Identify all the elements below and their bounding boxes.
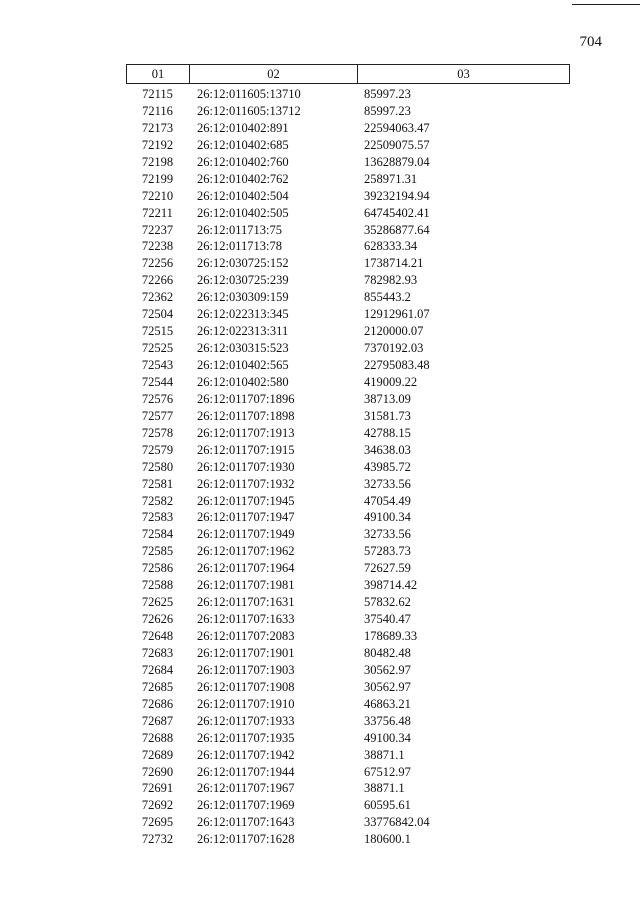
cell-number: 72689: [141, 747, 174, 762]
cell-number: 72586: [141, 561, 174, 576]
table-row: [126, 814, 570, 831]
cell-cadastral-id: 26:12:010402:504: [197, 188, 289, 203]
cell-cadastral-id: 26:12:011707:1930: [197, 459, 295, 474]
cell-cadastral-id: 26:12:010402:565: [197, 358, 289, 372]
table-row: [126, 560, 570, 577]
table-row: [126, 780, 570, 797]
cell-cadastral-id: 26:12:011605:13712: [197, 103, 301, 118]
cell-value: 33776842.04: [364, 815, 430, 830]
cell-value: 398714.42: [364, 578, 418, 593]
cell-value: 30562.97: [364, 679, 411, 694]
cell-value: 57832.62: [364, 595, 411, 610]
cell-number: 72115: [142, 87, 173, 101]
cell-cadastral-id: 26:12:011707:1947: [197, 510, 295, 525]
cell-number: 72199: [141, 171, 174, 186]
cell-number: 72683: [141, 645, 174, 660]
table-row: [126, 306, 570, 323]
cell-cadastral-id: 26:12:011713:75: [197, 222, 282, 237]
table-row: [126, 137, 570, 154]
cell-number: 72688: [141, 730, 174, 745]
cell-value: 47054.49: [364, 493, 411, 508]
cell-value: 419009.22: [364, 374, 418, 389]
cell-value: 32733.56: [364, 527, 411, 542]
table-row: [126, 611, 570, 628]
cell-cadastral-id: 26:12:011707:1903: [197, 662, 295, 677]
table-row: [126, 459, 570, 476]
cell-number: 72543: [141, 358, 174, 372]
cell-value: 35286877.64: [364, 222, 430, 237]
cell-number: 72687: [141, 713, 174, 728]
cell-value: 39232194.94: [364, 188, 430, 203]
cell-value: 80482.48: [364, 645, 411, 660]
cell-number: 72581: [141, 476, 174, 491]
cell-number: 72515: [141, 324, 174, 339]
table-row: [126, 442, 570, 459]
cell-value: 31581.73: [364, 408, 411, 423]
cell-number: 72525: [141, 341, 174, 356]
cell-value: 72627.59: [364, 561, 411, 576]
cell-number: 72695: [141, 815, 174, 830]
cell-value: 57283.73: [364, 544, 411, 559]
cell-cadastral-id: 26:12:030315:523: [197, 341, 289, 356]
cell-number: 72256: [141, 256, 174, 271]
page-number: 704: [579, 34, 602, 50]
cell-number: 72173: [141, 120, 174, 135]
table-row: [126, 323, 570, 340]
cell-number: 72116: [142, 103, 173, 118]
top-rule: [572, 4, 640, 5]
table-row: [126, 408, 570, 425]
cell-value: 258971.31: [364, 171, 418, 186]
table-body: [126, 86, 570, 848]
cell-value: 782982.93: [364, 273, 418, 288]
table-row: [126, 188, 570, 205]
cell-number: 72625: [141, 595, 174, 610]
cell-number: 72584: [141, 527, 174, 542]
table-row: [126, 526, 570, 543]
cell-value: 178689.33: [364, 629, 418, 643]
cell-value: 12912961.07: [364, 307, 430, 322]
table-row: [126, 628, 570, 645]
table-row: [126, 205, 570, 222]
cell-cadastral-id: 26:12:011707:1949: [197, 527, 295, 542]
cell-cadastral-id: 26:12:011707:1942: [197, 747, 295, 762]
cell-value: 13628879.04: [364, 154, 430, 169]
cell-value: 33756.48: [364, 713, 411, 728]
cell-cadastral-id: 26:12:010402:505: [197, 205, 289, 220]
cell-number: 72691: [141, 781, 174, 796]
cell-value: 180600.1: [364, 832, 411, 847]
cell-value: 46863.21: [364, 696, 411, 711]
cell-value: 42788.15: [364, 425, 411, 440]
cell-cadastral-id: 26:12:011707:1935: [197, 730, 295, 745]
cell-cadastral-id: 26:12:010402:762: [197, 171, 289, 186]
table-row: [126, 662, 570, 679]
cell-value: 1738714.21: [364, 256, 424, 271]
cell-cadastral-id: 26:12:011707:2083: [197, 629, 295, 643]
cell-cadastral-id: 26:12:011707:1631: [197, 595, 295, 610]
cell-value: 32733.56: [364, 476, 411, 491]
cell-value: 85997.23: [364, 103, 411, 118]
table-row: [126, 509, 570, 526]
cell-value: 30562.97: [364, 662, 411, 677]
cell-number: 72686: [141, 696, 174, 711]
cell-cadastral-id: 26:12:011707:1910: [197, 696, 295, 711]
cell-value: 855443.2: [364, 290, 411, 305]
cell-cadastral-id: 26:12:011707:1896: [197, 391, 295, 406]
table-row: [126, 577, 570, 594]
cell-cadastral-id: 26:12:011605:13710: [197, 87, 301, 101]
cell-value: 34638.03: [364, 442, 411, 457]
cell-cadastral-id: 26:12:011707:1643: [197, 815, 295, 830]
cell-value: 67512.97: [364, 764, 411, 779]
cell-cadastral-id: 26:12:011707:1908: [197, 679, 295, 694]
cell-number: 72192: [141, 137, 174, 152]
cell-value: 85997.23: [364, 87, 411, 101]
table-row: [126, 730, 570, 747]
cell-number: 72692: [141, 798, 174, 813]
cell-value: 37540.47: [364, 612, 411, 627]
cell-cadastral-id: 26:12:011707:1969: [197, 798, 295, 813]
cell-number: 72211: [142, 205, 173, 220]
cell-number: 72579: [141, 442, 174, 457]
table-row: [126, 357, 570, 374]
table-row: [126, 594, 570, 611]
cell-cadastral-id: 26:12:011707:1967: [197, 781, 295, 796]
table-row: [126, 831, 570, 848]
table-row: [126, 255, 570, 272]
table-row: [126, 238, 570, 255]
cell-number: 72362: [141, 290, 174, 305]
cell-cadastral-id: 26:12:011707:1633: [197, 612, 295, 627]
cell-cadastral-id: 26:12:011707:1945: [197, 493, 295, 508]
cell-number: 72588: [141, 578, 174, 593]
cell-number: 72684: [141, 662, 174, 677]
cell-cadastral-id: 26:12:010402:891: [197, 120, 289, 135]
cell-cadastral-id: 26:12:011707:1962: [197, 544, 295, 559]
cell-cadastral-id: 26:12:030725:239: [197, 273, 289, 288]
cell-number: 72582: [141, 493, 174, 508]
cell-number: 72577: [141, 408, 174, 423]
table-row: [126, 645, 570, 662]
cell-cadastral-id: 26:12:011707:1898: [197, 408, 295, 423]
table-row: [126, 797, 570, 814]
cell-value: 628333.34: [364, 239, 418, 254]
cell-value: 43985.72: [364, 459, 411, 474]
cell-number: 72504: [141, 307, 174, 322]
cell-value: 38871.1: [364, 747, 405, 762]
cell-number: 72585: [141, 544, 174, 559]
cell-cadastral-id: 26:12:011707:1628: [197, 832, 295, 847]
cell-cadastral-id: 26:12:011707:1915: [197, 442, 295, 457]
cell-number: 72583: [141, 510, 174, 525]
cell-cadastral-id: 26:12:010402:760: [197, 154, 289, 169]
cell-cadastral-id: 26:12:030725:152: [197, 256, 289, 271]
cell-cadastral-id: 26:12:010402:685: [197, 137, 289, 152]
table-row: [126, 391, 570, 408]
cell-number: 72685: [141, 679, 174, 694]
table-row: [126, 543, 570, 560]
cell-number: 72732: [141, 832, 174, 847]
cell-number: 72580: [141, 459, 174, 474]
cell-cadastral-id: 26:12:011707:1981: [197, 578, 295, 593]
table-row: [126, 289, 570, 306]
cell-value: 49100.34: [364, 730, 411, 745]
table-row: [126, 272, 570, 289]
cell-value: 22509075.57: [364, 137, 430, 152]
cell-cadastral-id: 26:12:011707:1913: [197, 425, 295, 440]
cell-cadastral-id: 26:12:011707:1933: [197, 713, 295, 728]
cell-value: 60595.61: [364, 798, 411, 813]
cell-number: 72210: [141, 188, 174, 203]
cell-number: 72690: [141, 764, 174, 779]
table-row: [126, 493, 570, 510]
table-row: [126, 222, 570, 239]
table-row: [126, 764, 570, 781]
cell-cadastral-id: 26:12:010402:580: [197, 374, 289, 389]
cell-cadastral-id: 26:12:011707:1901: [197, 645, 295, 660]
cell-value: 38871.1: [364, 781, 405, 796]
cell-value: 2120000.07: [364, 324, 424, 339]
table-row: [126, 340, 570, 357]
table-row: [126, 154, 570, 171]
cell-number: 72626: [141, 612, 174, 627]
cell-number: 72266: [141, 273, 174, 288]
cell-cadastral-id: 26:12:011713:78: [197, 239, 282, 254]
table-row: [126, 120, 570, 137]
cell-number: 72648: [141, 629, 174, 643]
cell-number: 72198: [141, 154, 174, 169]
cell-cadastral-id: 26:12:022313:345: [197, 307, 289, 322]
header-cell-01: 01: [127, 65, 190, 83]
table-row: [126, 713, 570, 730]
table-row: [126, 171, 570, 188]
cell-value: 64745402.41: [364, 205, 430, 220]
table-row: [126, 374, 570, 391]
header-cell-03: 03: [457, 67, 470, 81]
cell-cadastral-id: 26:12:030309:159: [197, 290, 289, 305]
cell-number: 72237: [141, 222, 174, 237]
cell-value: 38713.09: [364, 391, 411, 406]
cell-value: 7370192.03: [364, 341, 424, 356]
table-row: [126, 679, 570, 696]
table-row: [126, 86, 570, 103]
table-row: [126, 747, 570, 764]
cell-value: 22795083.48: [364, 358, 430, 372]
header-cell-02: 02: [190, 65, 358, 83]
table-row: [126, 425, 570, 442]
cell-number: 72238: [141, 239, 174, 254]
cell-value: 49100.34: [364, 510, 411, 525]
cell-value: 22594063.47: [364, 120, 430, 135]
cell-cadastral-id: 26:12:011707:1964: [197, 561, 295, 576]
table-row: [126, 696, 570, 713]
cell-cadastral-id: 26:12:011707:1944: [197, 764, 295, 779]
table-row: [126, 103, 570, 120]
cell-number: 72544: [141, 374, 174, 389]
cell-cadastral-id: 26:12:022313:311: [197, 324, 289, 339]
cell-number: 72578: [141, 425, 174, 440]
table-row: [126, 476, 570, 493]
cell-cadastral-id: 26:12:011707:1932: [197, 476, 295, 491]
cell-number: 72576: [141, 391, 174, 406]
table-header: [126, 64, 570, 84]
